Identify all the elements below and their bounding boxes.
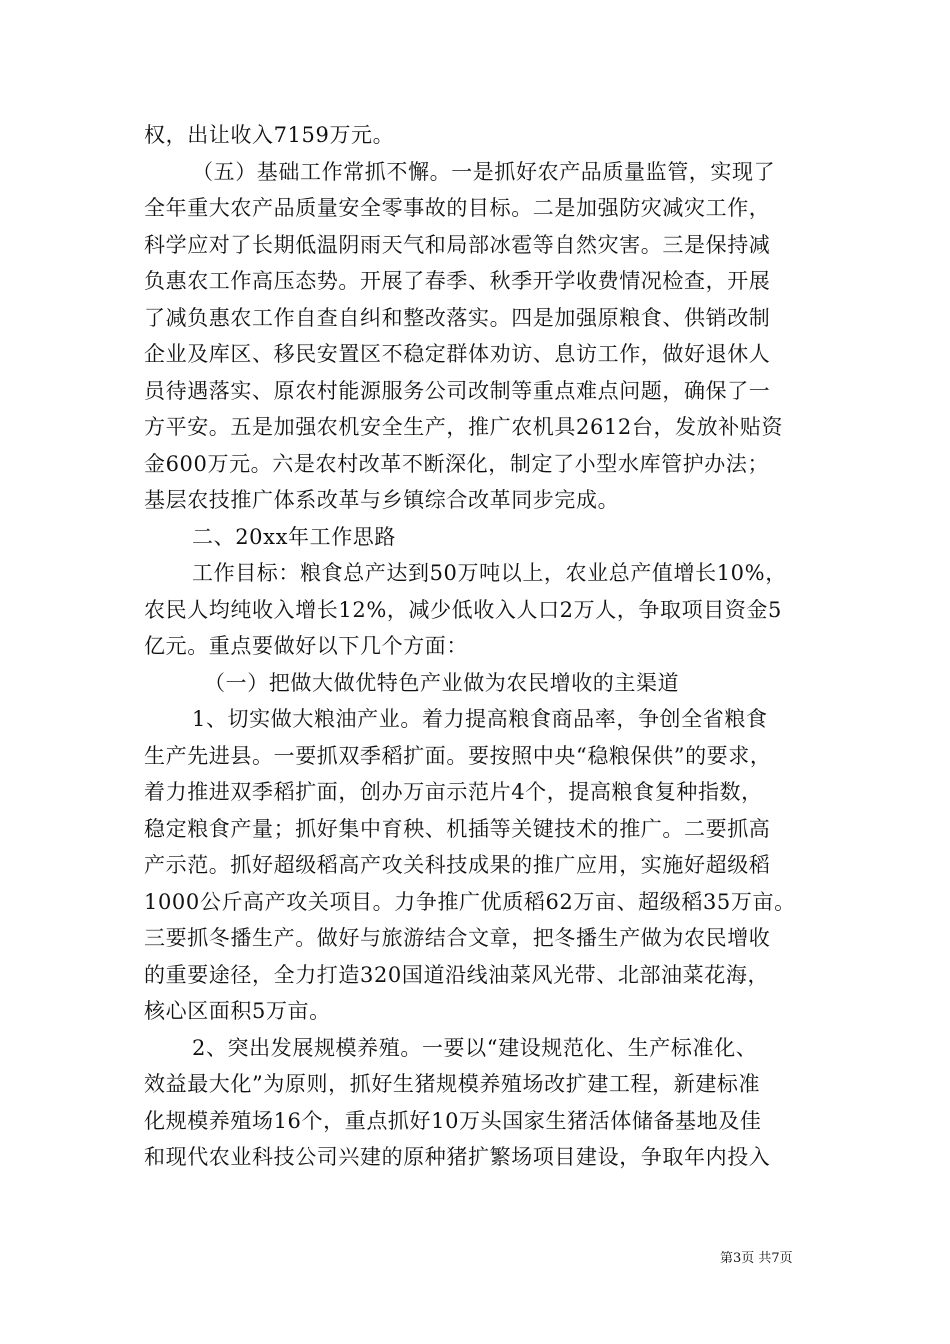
text-line: 全年重大农产品质量安全零事故的目标。二是加强防灾减灾工作， (144, 196, 771, 220)
text-line: 着力推进双季稻扩面，创办万亩示范片4个，提高粮食复种指数， (144, 780, 763, 804)
text-line: 稳定粮食产量；抓好集中育秧、机插等关键技术的推广。二要抓高 (144, 816, 771, 841)
text-line: 的重要途径，全力打造320国道沿线油菜风光带、北部油菜花海， (144, 962, 770, 987)
text-line: 三要抓冬播生产。做好与旅游结合文章，把冬播生产做为农民增收 (144, 926, 771, 950)
text-line: 农民人均纯收入增长12%，减少低收入人口2万人，争取项目资金5 (144, 597, 782, 622)
text-line: 亿元。重点要做好以下几个方面： (144, 634, 468, 658)
paragraph-start-line: 1、切实做大粮油产业。着力提高粮食商品率，争创全省粮食 (192, 707, 768, 731)
text-line: 员待遇落实、原农村能源服务公司改制等重点难点问题，确保了一 (144, 378, 771, 403)
text-line: 核心区面积5万亩。 (144, 999, 331, 1023)
subsection-heading: （一）把做大做优特色产业做为农民增收的主渠道 (204, 670, 680, 695)
text-line: 权，出让收入7159万元。 (144, 123, 395, 147)
text-line: 科学应对了长期低温阴雨天气和局部冰雹等自然灾害。三是保持减 (144, 232, 771, 257)
text-line: 基层农技推广体系改革与乡镇综合改革同步完成。 (144, 488, 620, 512)
body-text (144, 117, 812, 1176)
text-line: 负惠农工作高压态势。开展了春季、秋季开学收费情况检查，开展 (144, 269, 771, 293)
paragraph-start-line: （五）基础工作常抓不懈。一是抓好农产品质量监管，实现了 (192, 159, 776, 184)
text-line: 和现代农业科技公司兴建的原种猪扩繁场项目建设，争取年内投入 (144, 1145, 771, 1169)
text-line: 企业及库区、移民安置区不稳定群体劝访、息访工作，做好退休人 (144, 342, 771, 366)
text-line: 1000公斤高产攻关项目。力争推广优质稻62万亩、超级稻35万亩。 (144, 889, 796, 914)
text-line: 了减负惠农工作自查自纠和整改落实。四是加强原粮食、供销改制 (144, 305, 771, 330)
paragraph-start-line: 2、突出发展规模养殖。一要以“建设规范化、生产标准化、 (192, 1035, 758, 1060)
text-line: 生产先进县。一要抓双季稻扩面。要按照中央“稳粮保供”的要求， (144, 743, 772, 768)
text-line: 效益最大化”为原则，抓好生猪规模养殖场改扩建工程，新建标准 (144, 1072, 761, 1096)
page-number-footer: 第3页 共7页 (720, 1251, 793, 1266)
section-heading: 二、20xx年工作思路 (192, 524, 397, 549)
text-line: 金600万元。六是农村改革不断深化，制定了小型水库管护办法； (144, 451, 770, 476)
text-line: 化规模养殖场16个，重点抓好10万头国家生猪活体储备基地及佳 (144, 1108, 762, 1133)
text-line: 产示范。抓好超级稻高产攻关科技成果的推广应用，实施好超级稻 (144, 853, 771, 877)
text-line: 方平安。五是加强农机安全生产，推广农机具2612台，发放补贴资 (144, 415, 784, 439)
paragraph-start-line: 工作目标：粮食总产达到50万吨以上，农业总产值增长10%， (192, 561, 787, 585)
